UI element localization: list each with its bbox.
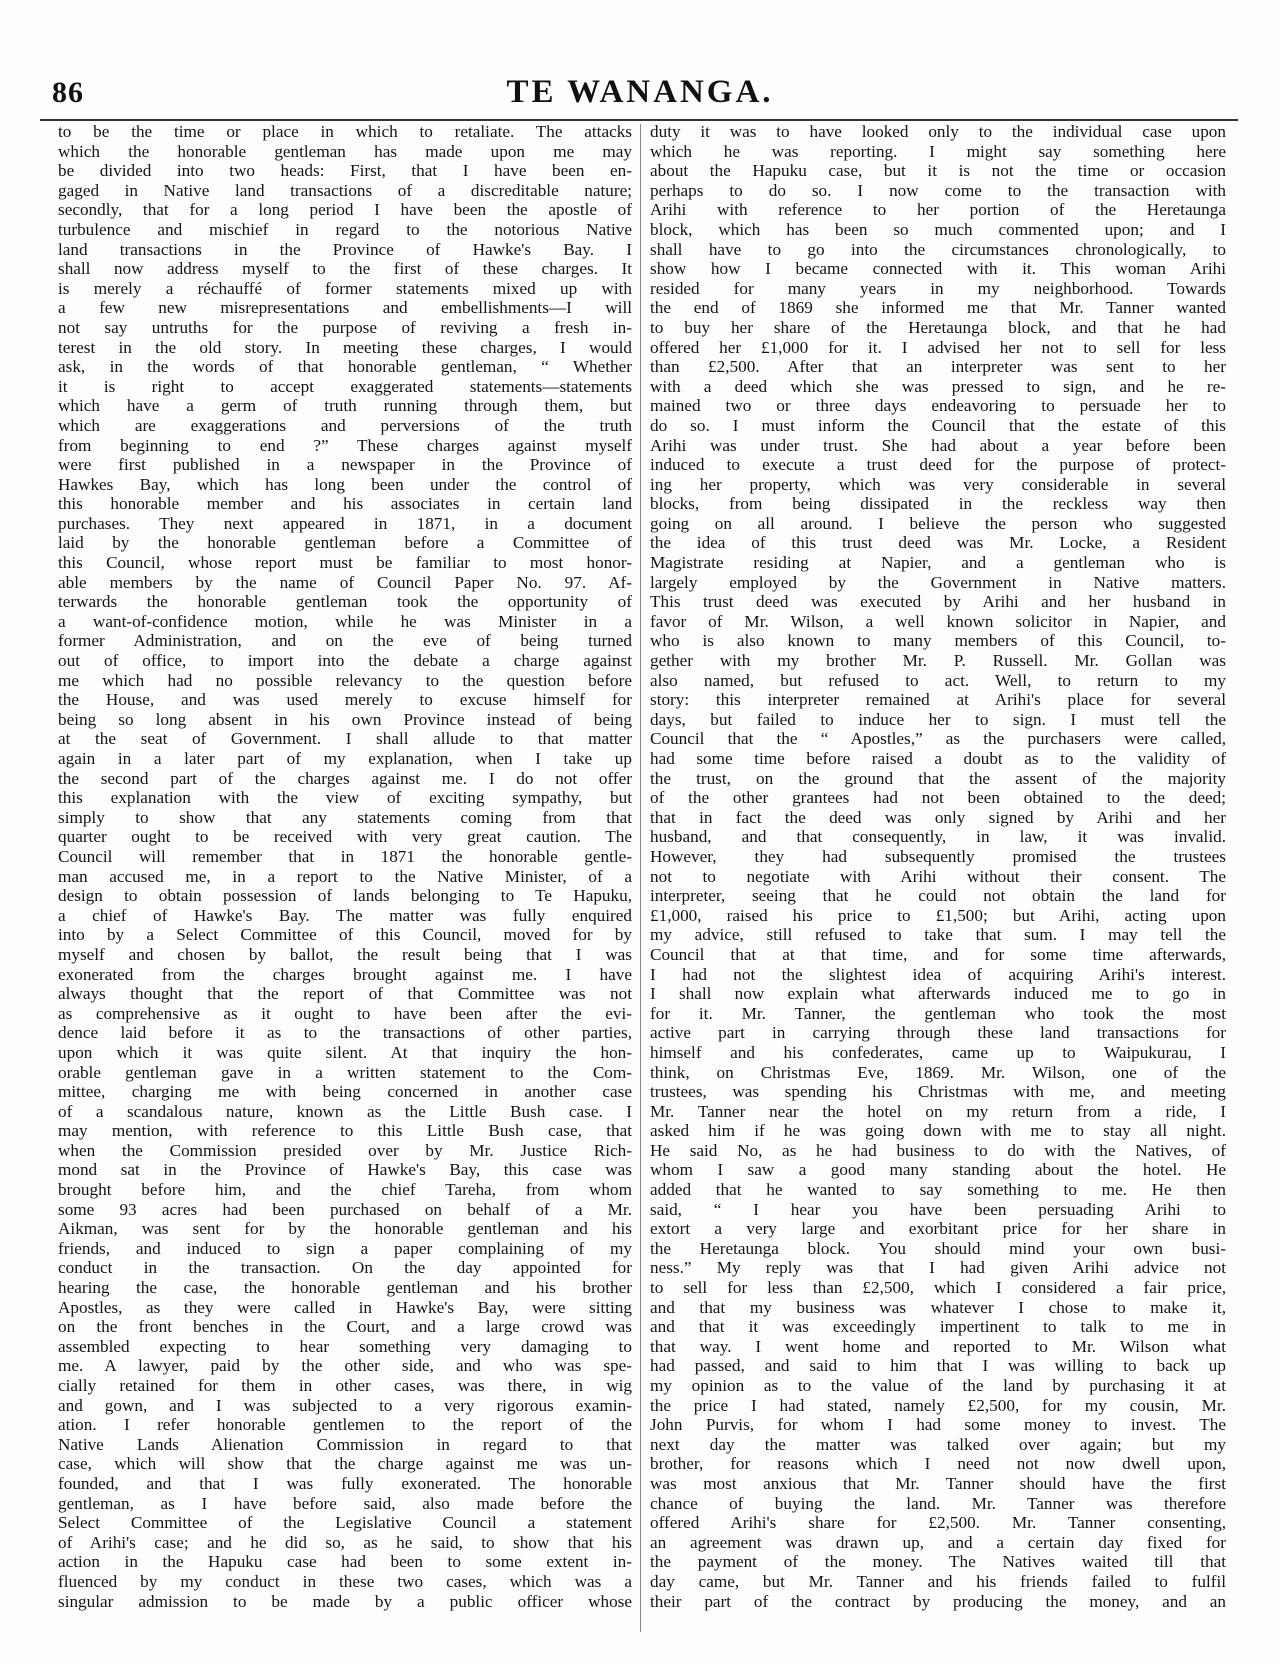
text-line: some 93 acres had been purchased on behalf of a Mr. [58, 1199, 632, 1219]
text-line: He said No, as he had business to do with the Natives, of [650, 1140, 1226, 1160]
text-line: gentleman, as I have before said, also made before the [58, 1493, 632, 1513]
text-line: case, which will show that the charge against me was un- [58, 1454, 632, 1474]
text-line: action in the Hapuku case had been to some extent in- [58, 1552, 632, 1572]
right-column [650, 122, 1226, 1611]
text-line: assembled expecting to hear something very damaging to [58, 1336, 632, 1356]
text-line: story: this interpreter remained at Arihi's place for several [650, 690, 1226, 710]
text-line: orable gentleman gave in a written statement to the Com- [58, 1062, 632, 1082]
text-line: design to obtain possession of lands belonging to Te Hapuku, [58, 886, 632, 906]
text-line: able members by the name of Council Paper No. 97. Af- [58, 572, 632, 592]
text-line: land transactions in the Province of Hawke's Bay. I [58, 239, 632, 259]
text-line: ask, in the words of that honorable gentleman, “ Whether [58, 357, 632, 377]
text-line: brought before him, and the chief Tareha, from whom [58, 1180, 632, 1200]
text-line: of Arihi's case; and he did so, as he said, to show that his [58, 1532, 632, 1552]
text-line: former Administration, and on the eve of being turned [58, 631, 632, 651]
text-line: singular admission to be made by a public officer whose [58, 1591, 632, 1611]
text-line: which the honorable gentleman has made upon me may [58, 141, 632, 161]
text-line: Mr. Tanner near the hotel on my return from a ride, I [650, 1101, 1226, 1121]
text-line: from beginning to end ?” These charges against myself [58, 435, 632, 455]
text-line: my advice, still refused to take that sum. I may tell the [650, 925, 1226, 945]
text-line: which are exaggerations and perversions of the truth [58, 415, 632, 435]
text-line: simply to show that any statements coming from that [58, 807, 632, 827]
text-line: ation. I refer honorable gentlemen to the report of the [58, 1415, 632, 1435]
text-line: resided for many years in my neighborhood. Towards [650, 278, 1226, 298]
text-line: offered her £1,000 for it. I advised her not to sell for less [650, 337, 1226, 357]
text-line: largely employed by the Government in Native matters. [650, 572, 1226, 592]
text-line: being so long absent in his own Province instead of being [58, 709, 632, 729]
text-line: terest in the old story. In meeting these charges, I would [58, 337, 632, 357]
text-line: of a scandalous nature, known as the Little Bush case. I [58, 1101, 632, 1121]
text-line: not to negotiate with Arihi without their consent. The [650, 866, 1226, 886]
text-line: me which had no possible relevancy to the question before [58, 670, 632, 690]
text-line: Council that at that time, and for some time afterwards, [650, 944, 1226, 964]
text-line: husband, and that consequently, in law, it was invalid. [650, 827, 1226, 847]
text-line: to buy her share of the Heretaunga block, and that he had [650, 317, 1226, 337]
text-line: a few new misrepresentations and embellishments—I will [58, 298, 632, 318]
text-line: said, “ I hear you have been persuading Arihi to [650, 1199, 1226, 1219]
text-line: offered Arihi's share for £2,500. Mr. Tanner consenting, [650, 1513, 1226, 1533]
text-line: again in a later part of my explanation, when I take up [58, 749, 632, 768]
text-line: £1,000, raised his price to £1,500; but Arihi, acting upon [650, 905, 1226, 925]
text-line: mained two or three days endeavoring to persuade her to [650, 396, 1226, 416]
text-line: is merely a réchauffé of former statements mixed up with [58, 278, 632, 298]
text-line: mond sat in the Province of Hawke's Bay, this case was [58, 1160, 632, 1180]
text-line: be divided into two heads: First, that I have been en- [58, 161, 632, 181]
text-line: myself and chosen by ballot, the result being that I was [58, 944, 632, 964]
text-line: Apostles, as they were called in Hawke's Bay, were sitting [58, 1297, 632, 1317]
text-line: which have a germ of truth running through them, but [58, 396, 632, 416]
text-line: about the Hapuku case, but it is not the time or occasion [650, 161, 1226, 181]
text-line: out of office, to import into the debate a charge against [58, 651, 632, 671]
text-line: whom I saw a good many standing about the hotel. He [650, 1160, 1226, 1180]
text-line: Arihi with reference to her portion of the Heretaunga [650, 200, 1226, 220]
text-line: duty it was to have looked only to the individual case upon [650, 122, 1226, 141]
text-line: trustees, was spending his Christmas with me, and meeting [650, 1082, 1226, 1102]
text-line: also named, but refused to act. Well, to return to my [650, 670, 1226, 690]
text-line: chance of buying the land. Mr. Tanner was therefore [650, 1493, 1226, 1513]
text-line: exonerated from the charges brought against me. I have [58, 964, 632, 984]
text-line: conduct in the transaction. On the day appointed for [58, 1258, 632, 1278]
text-line: shall have to go into the circumstances chronologically, to [650, 239, 1226, 259]
text-line: had passed, and said to him that I was willing to back up [650, 1356, 1226, 1376]
text-line: always thought that the report of that Committee was not [58, 984, 632, 1004]
text-line: that in fact the deed was only signed by Arihi and her [650, 807, 1226, 827]
text-line: next day the matter was talked over again; but my [650, 1434, 1226, 1454]
text-line: fluenced by my conduct in these two cases, which was a [58, 1571, 632, 1591]
text-line: show how I became connected with it. This woman Arihi [650, 259, 1226, 279]
text-line: and gown, and I was subjected to a very rigorous examin- [58, 1395, 632, 1415]
text-line: gaged in Native land transactions of a discreditable nature; [58, 180, 632, 200]
text-line: asked him if he was going down with me to stay all night. [650, 1121, 1226, 1141]
text-line: the payment of the money. The Natives waited till that [650, 1552, 1226, 1572]
text-line: to be the time or place in which to retaliate. The attacks [58, 122, 632, 141]
text-line: had some time before raised a doubt as to the validity of [650, 749, 1226, 768]
text-line: interpreter, seeing that he could not obtain the land for [650, 886, 1226, 906]
page-number: 86 [52, 76, 84, 109]
text-line: John Purvis, for whom I had some money to invest. The [650, 1415, 1226, 1435]
text-line: me. A lawyer, paid by the other side, and who was spe- [58, 1356, 632, 1376]
text-line: going on all around. I believe the person who suggested [650, 513, 1226, 533]
text-line: and that my business was whatever I chose to make it, [650, 1297, 1226, 1317]
text-line: their part of the contract by producing the money, and an [650, 1591, 1226, 1611]
text-line: that way. I went home and reported to Mr. Wilson what [650, 1336, 1226, 1356]
text-line: not say untruths for the purpose of reviving a fresh in- [58, 317, 632, 337]
text-line: dence laid before it as to the transactions of other parties, [58, 1023, 632, 1043]
text-line: and that it was exceedingly impertinent to talk to me in [650, 1317, 1226, 1337]
text-line: the idea of this trust deed was Mr. Locke, a Resident [650, 533, 1226, 553]
left-column [58, 122, 632, 1611]
text-line: mittee, charging me with being concerned in another case [58, 1082, 632, 1102]
text-line: on the front benches in the Court, and a large crowd was [58, 1317, 632, 1337]
text-line: who is also known to many members of this Council, to- [650, 631, 1226, 651]
text-line: secondly, that for a long period I have been the apostle of [58, 200, 632, 220]
text-line: the price I had stated, namely £2,500, for my cousin, Mr. [650, 1395, 1226, 1415]
text-line: for it. Mr. Tanner, the gentleman who took the most [650, 1003, 1226, 1023]
text-line: as comprehensive as it ought to have been after the evi- [58, 1003, 632, 1023]
text-line: the House, and was used merely to excuse himself for [58, 690, 632, 710]
text-line: a chief of Hawke's Bay. The matter was fully enquired [58, 905, 632, 925]
text-line: Hawkes Bay, which has long been under the control of [58, 474, 632, 494]
text-line: when the Commission presided over by Mr. Justice Rich- [58, 1140, 632, 1160]
text-line: Native Lands Alienation Commission in regard to that [58, 1434, 632, 1454]
masthead-title: TE WANANGA. [506, 74, 774, 110]
text-line: may mention, with reference to this Little Bush case, that [58, 1121, 632, 1141]
text-line: do so. I must inform the Council that the estate of this [650, 415, 1226, 435]
text-line: into by a Select Committee of this Council, moved for by [58, 925, 632, 945]
text-line: this honorable member and his associates in certain land [58, 494, 632, 514]
text-line: I shall now explain what afterwards induced me to go in [650, 984, 1226, 1004]
text-line: it is right to accept exaggerated statements—statements [58, 376, 632, 396]
text-line: Council will remember that in 1871 the honorable gentle- [58, 846, 632, 866]
text-line: himself and his confederates, came up to Waipukurau, I [650, 1042, 1226, 1062]
text-line: than £2,500. After that an interpreter was sent to her [650, 357, 1226, 377]
text-line: cially retained for them in other cases, was there, in wig [58, 1376, 632, 1395]
text-line: the trust, on the ground that the assent of the majority [650, 768, 1226, 788]
text-line: This trust deed was executed by Arihi and her husband in [650, 592, 1226, 612]
text-line: upon which it was quite silent. At that inquiry the hon- [58, 1042, 632, 1062]
text-line: Aikman, was sent for by the honorable gentleman and his [58, 1219, 632, 1239]
text-line: ing her property, which was very considerable in several [650, 474, 1226, 494]
text-line: turbulence and mischief in regard to the notorious Native [58, 219, 632, 239]
text-line: this explanation with the view of exciting sympathy, but [58, 788, 632, 808]
text-line: perhaps to do so. I now come to the transaction with [650, 180, 1226, 200]
text-line: shall now address myself to the first of these charges. It [58, 259, 632, 279]
text-line: terwards the honorable gentleman took the opportunity of [58, 592, 632, 612]
text-line: the Heretaunga block. You should mind your own busi- [650, 1238, 1226, 1258]
text-line: favor of Mr. Wilson, a well known solicitor in Napier, and [650, 611, 1226, 631]
text-line: day came, but Mr. Tanner and his friends failed to fulfil [650, 1571, 1226, 1591]
text-line: think, on Christmas Eve, 1869. Mr. Wilson, one of the [650, 1062, 1226, 1082]
text-line: quarter ought to be received with very great caution. The [58, 827, 632, 847]
text-line: induced to execute a trust deed for the purpose of protect- [650, 455, 1226, 475]
text-line: man accused me, in a report to the Native Minister, of a [58, 866, 632, 886]
text-line: Council that the “ Apostles,” as the purchasers were called, [650, 729, 1226, 749]
text-line: Select Committee of the Legislative Council a statement [58, 1513, 632, 1533]
text-line: laid by the honorable gentleman before a Committee of [58, 533, 632, 553]
text-line: was most anxious that Mr. Tanner should have the first [650, 1473, 1226, 1493]
text-line: However, they had subsequently promised the trustees [650, 846, 1226, 866]
text-line: added that he wanted to say something to me. He then [650, 1180, 1226, 1200]
column-divider [640, 124, 641, 1632]
text-line: my opinion as to the value of the land by purchasing it at [650, 1376, 1226, 1395]
text-line: this Council, whose report must be familiar to most honor- [58, 553, 632, 573]
text-line: active part in carrying through these land transactions for [650, 1023, 1226, 1043]
text-line: were first published in a newspaper in the Province of [58, 455, 632, 475]
text-line: the second part of the charges against me. I do not offer [58, 768, 632, 788]
text-line: to sell for less than £2,500, which I considered a fair price, [650, 1278, 1226, 1298]
header-rule [40, 119, 1238, 121]
text-line: of the other grantees had not been obtained to the deed; [650, 788, 1226, 808]
text-line: block, which has been so much commented upon; and I [650, 219, 1226, 239]
text-line: ness.” My reply was that I had given Arihi advice not [650, 1258, 1226, 1278]
text-line: Arihi was under trust. She had about a year before been [650, 435, 1226, 455]
text-line: which he was reporting. I might say something here [650, 141, 1226, 161]
text-line: the end of 1869 she informed me that Mr. Tanner wanted [650, 298, 1226, 318]
text-line: purchases. They next appeared in 1871, in a document [58, 513, 632, 533]
text-line: brother, for reasons which I need not now dwell upon, [650, 1454, 1226, 1474]
text-line: I had not the slightest idea of acquiring Arihi's interest. [650, 964, 1226, 984]
text-line: with a deed which she was pressed to sign, and he re- [650, 376, 1226, 396]
text-line: blocks, from being dissipated in the reckless way then [650, 494, 1226, 514]
text-line: at the seat of Government. I shall allude to that matter [58, 729, 632, 749]
text-line: Magistrate residing at Napier, and a gentleman who is [650, 553, 1226, 573]
text-line: hearing the case, the honorable gentleman and his brother [58, 1278, 632, 1298]
text-line: a want-of-confidence motion, while he was Minister in a [58, 611, 632, 631]
text-line: an agreement was drawn up, and a certain day fixed for [650, 1532, 1226, 1552]
text-line: extort a very large and exorbitant price for her share in [650, 1219, 1226, 1239]
text-line: friends, and induced to sign a paper complaining of my [58, 1238, 632, 1258]
text-line: gether with my brother Mr. P. Russell. Mr. Gollan was [650, 651, 1226, 671]
text-line: days, but failed to induce her to sign. I must tell the [650, 709, 1226, 729]
text-line: founded, and that I was fully exonerated. The honorable [58, 1473, 632, 1493]
